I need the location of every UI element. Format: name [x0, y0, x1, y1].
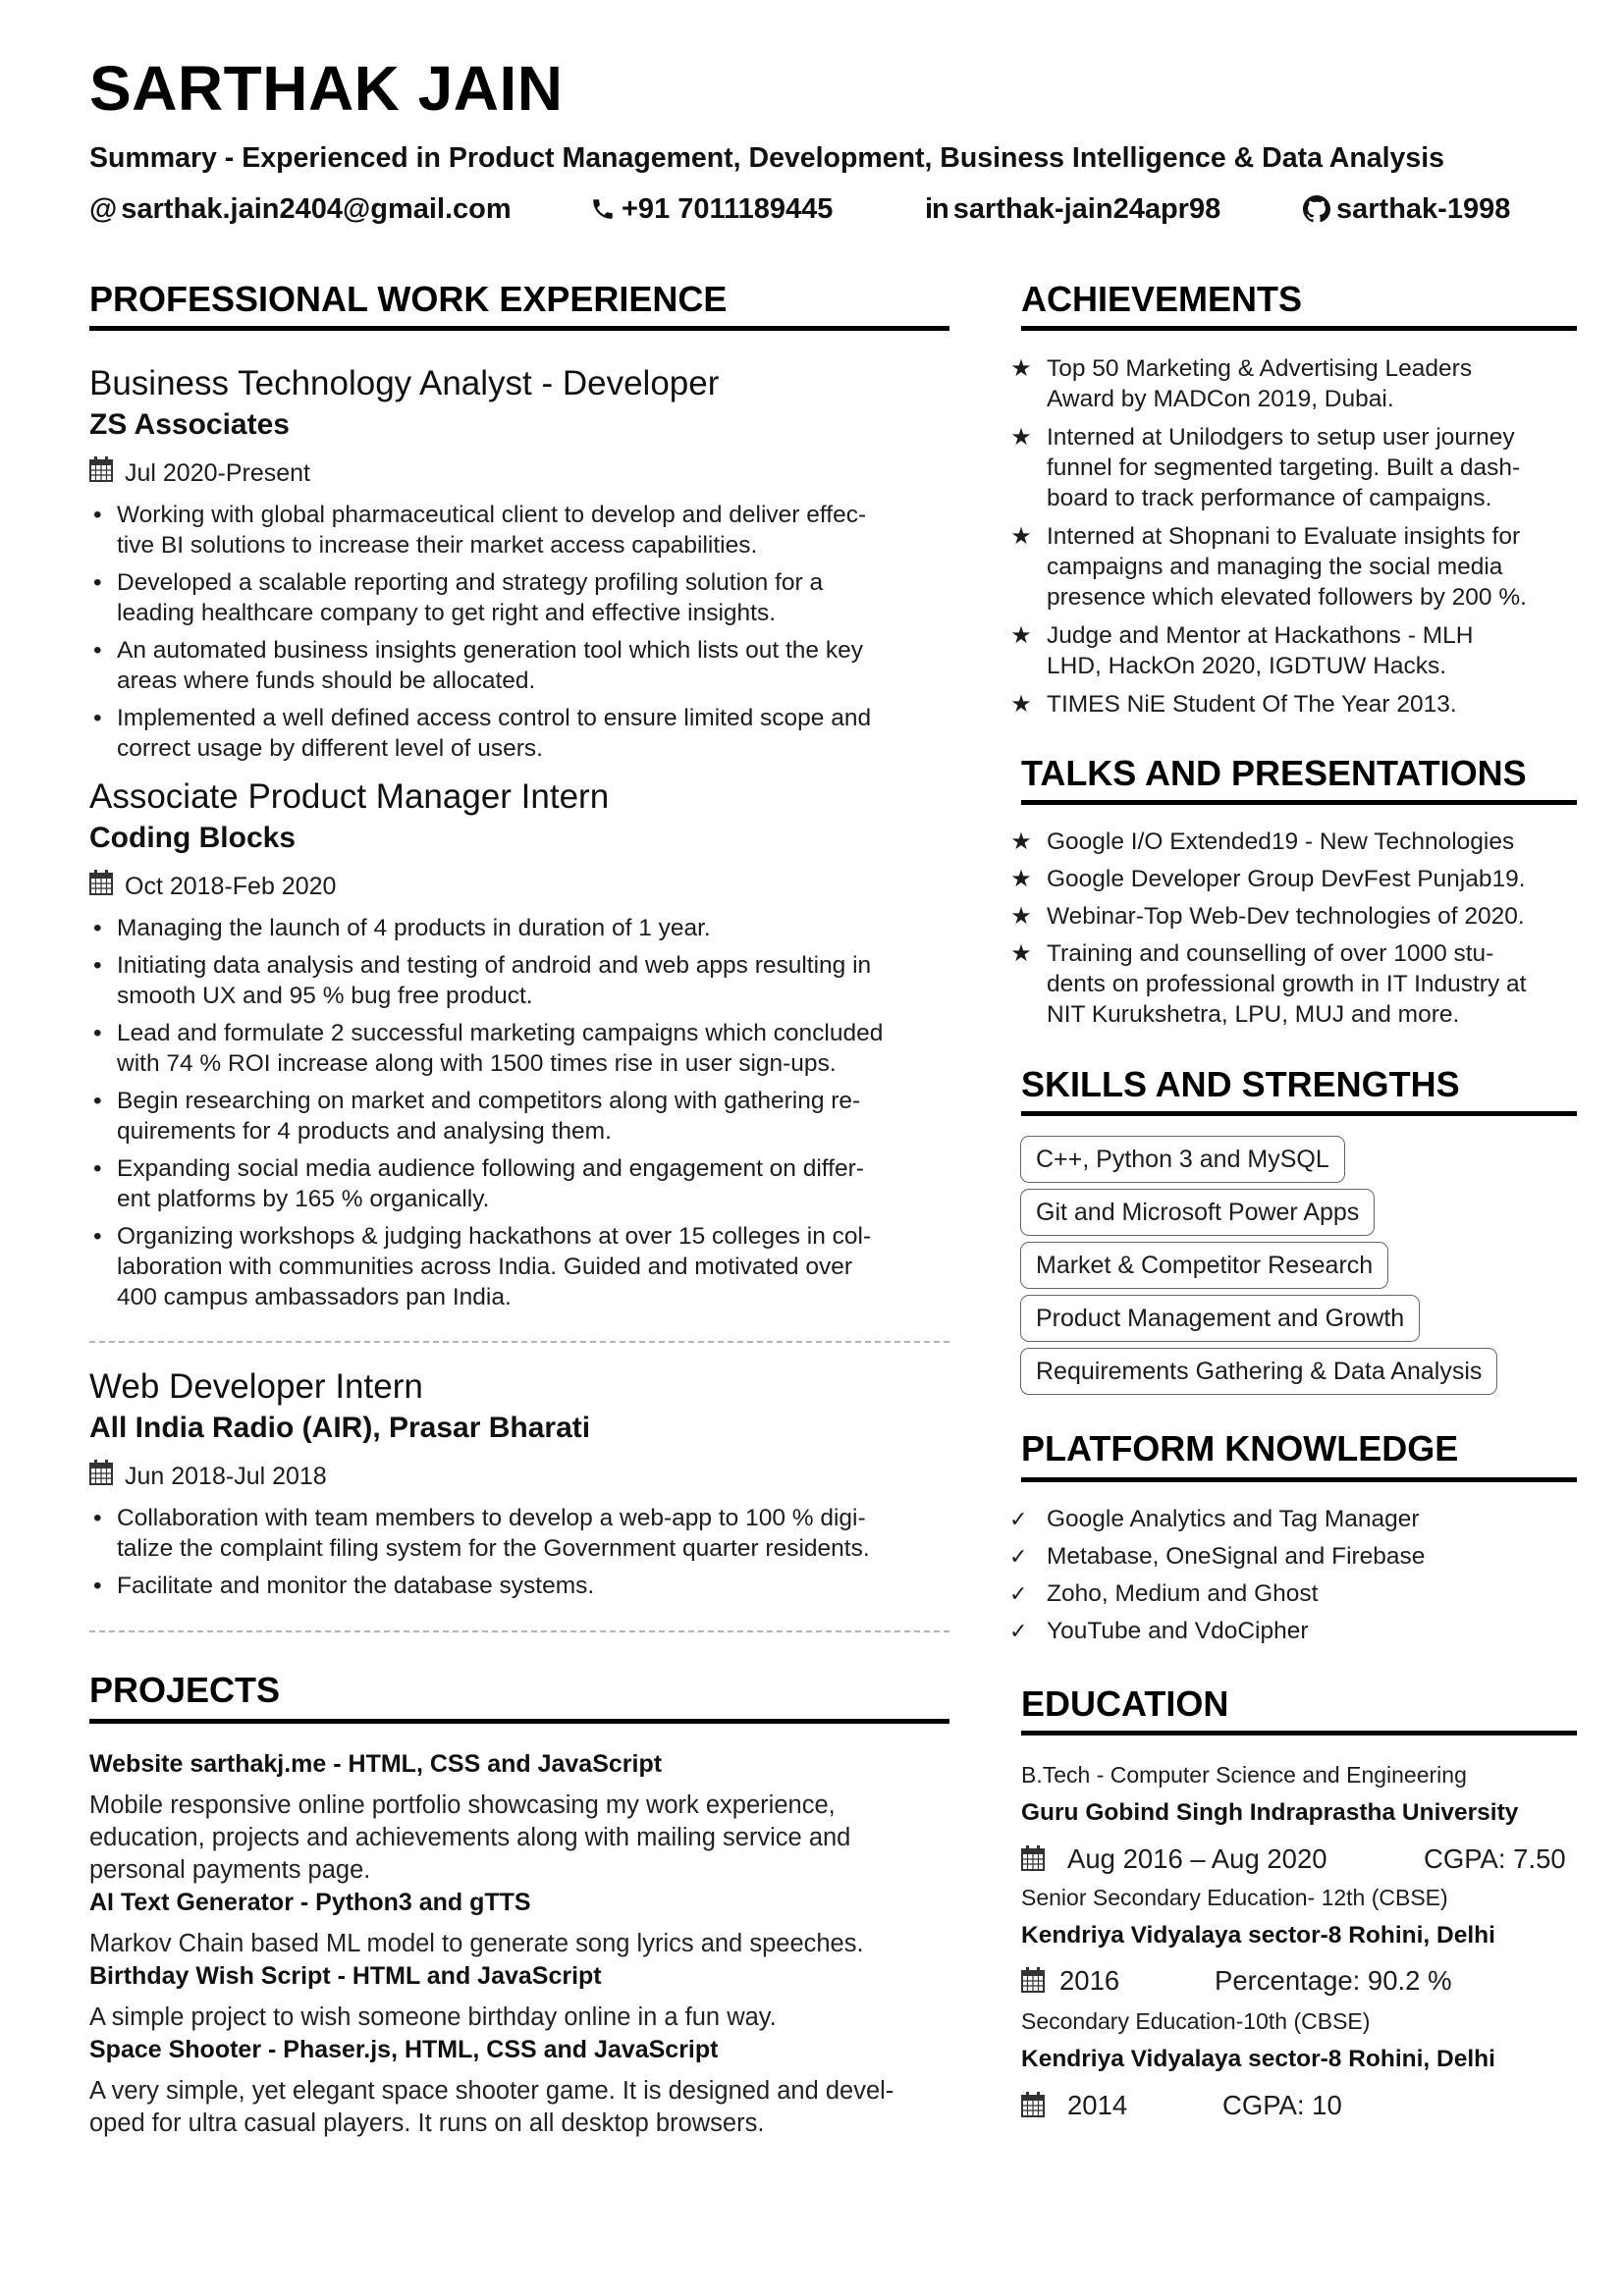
education-score: CGPA: 7.50 — [1424, 1843, 1566, 1874]
contact-phone[interactable] — [590, 189, 833, 229]
project-item — [89, 1960, 949, 2034]
calendar-icon — [1021, 1967, 1045, 2002]
achievements-item — [1007, 689, 1597, 720]
company-name: All India Radio (AIR), Prasar Bharati — [89, 1412, 591, 1444]
job-bullets — [89, 1503, 949, 1601]
talks-item — [1007, 901, 1597, 932]
achievements-item — [1007, 353, 1597, 414]
talks-text: Webinar-Top Web-Dev technologies of 2020. — [1047, 903, 1525, 930]
platform-item — [1007, 1616, 1597, 1646]
education-score: CGPA: 10 — [1222, 2090, 1342, 2120]
section-rule — [1021, 1731, 1577, 1735]
skill-pill: Product Management and Growth — [1020, 1295, 1420, 1342]
github-text: sarthak-1998 — [1336, 193, 1511, 225]
job-title: Associate Product Manager Intern — [89, 777, 610, 816]
education-date: 2016 — [1059, 1965, 1120, 1996]
bullet-icon: • — [93, 705, 102, 731]
calendar-icon — [89, 456, 125, 490]
calendar-icon — [1021, 1845, 1045, 1880]
bullet-text: Initiating data analysis and testing of android and web apps resulting in smooth UX and 95 % bug free product. — [117, 952, 872, 1009]
skill-pill: C++, Python 3 and MySQL — [1020, 1136, 1345, 1183]
achievements-text: Interned at Shopnani to Evaluate insights for campaigns and managing the social media presence which elevated followers by 200 %. — [1047, 523, 1527, 611]
bullet-item — [89, 1503, 949, 1564]
bullet-text: Managing the launch of 4 products in duration of 1 year. — [117, 915, 711, 941]
section-rule — [1021, 1111, 1577, 1116]
project-description: Mobile responsive online portfolio showcasing my work experience, education, projects and achievements along with mailing service and personal payments page. — [89, 1791, 851, 1884]
project-description: A simple project to wish someone birthday online in a fun way. — [89, 2003, 777, 2031]
talks-item — [1007, 827, 1597, 857]
calendar-icon — [89, 1460, 125, 1493]
section-rule — [1021, 1477, 1577, 1482]
linkedin-text: sarthak-jain24apr98 — [952, 193, 1221, 225]
talks-item — [1007, 938, 1597, 1030]
bullet-item — [89, 1571, 949, 1601]
phone-icon — [590, 196, 616, 222]
bullet-icon: • — [93, 1155, 102, 1182]
job-bullets — [89, 913, 949, 1312]
platform-list — [1007, 1504, 1597, 1653]
section-title-education: EDUCATION — [1021, 1683, 1229, 1724]
job-title: Business Technology Analyst - Developer — [89, 364, 720, 402]
platform-text: Metabase, OneSignal and Firebase — [1047, 1543, 1426, 1570]
job-title: Web Developer Intern — [89, 1367, 423, 1406]
bullet-icon: • — [93, 915, 102, 941]
bullet-icon: • — [93, 569, 102, 596]
section-title-talks: TALKS AND PRESENTATIONS — [1021, 753, 1527, 793]
achievements-text: Judge and Mentor at Hackathons - MLH LHD, HackOn 2020, IGDTUW Hacks. — [1047, 622, 1474, 679]
job-date-row — [89, 456, 949, 490]
section-title-work: PROFESSIONAL WORK EXPERIENCE — [89, 279, 728, 319]
achievements-text: Top 50 Marketing & Advertising Leaders Award by MADCon 2019, Dubai. — [1047, 355, 1473, 412]
contact-github[interactable] — [1303, 189, 1510, 229]
job-date-row — [89, 870, 949, 903]
star-icon: ★ — [1010, 691, 1032, 718]
bullet-item — [89, 913, 949, 943]
platform-text: Zoho, Medium and Ghost — [1047, 1580, 1319, 1607]
star-icon: ★ — [1010, 523, 1032, 550]
bullet-text: Facilitate and monitor the database systems. — [117, 1573, 595, 1599]
phone-text: +91 7011189445 — [622, 193, 834, 225]
job-entry — [89, 775, 949, 1319]
job-date: Jul 2020-Present — [125, 458, 311, 487]
section-title-achievements: ACHIEVEMENTS — [1021, 279, 1303, 319]
skill-pill: Git and Microsoft Power Apps — [1020, 1189, 1375, 1236]
company-name: ZS Associates — [89, 408, 290, 441]
talks-list — [1007, 827, 1597, 1037]
job-date-row — [89, 1460, 949, 1493]
education-degree: B.Tech - Computer Science and Engineering — [1021, 1762, 1467, 1788]
achievements-item — [1007, 422, 1597, 513]
dashed-divider — [89, 1630, 949, 1632]
bullet-icon: • — [93, 1088, 102, 1114]
section-title-platform: PLATFORM KNOWLEDGE — [1021, 1428, 1459, 1468]
bullet-item — [89, 1086, 949, 1147]
check-icon: ✓ — [1009, 1544, 1028, 1569]
section-rule — [1021, 326, 1577, 331]
job-entry — [89, 1365, 949, 1608]
company-name: Coding Blocks — [89, 822, 297, 854]
talks-item — [1007, 864, 1597, 894]
bullet-text: Working with global pharmaceutical client to develop and deliver effec- tive BI solutions to increase their market access capabilities. — [117, 502, 867, 559]
bullet-item — [89, 1221, 949, 1312]
bullet-item — [89, 567, 949, 628]
at-icon: @ — [89, 193, 118, 225]
talks-text: Google I/O Extended19 - New Technologies — [1047, 828, 1515, 855]
platform-text: Google Analytics and Tag Manager — [1047, 1506, 1420, 1532]
job-date: Oct 2018-Feb 2020 — [125, 872, 337, 900]
education-school: Guru Gobind Singh Indraprastha University — [1021, 1799, 1519, 1826]
bullet-icon: • — [93, 952, 102, 979]
project-item — [89, 1748, 949, 1887]
education-school: Kendriya Vidyalaya sector-8 Rohini, Delhi — [1021, 2046, 1495, 2072]
project-title: Birthday Wish Script - HTML and JavaScript — [89, 1962, 602, 1990]
achievements-text: TIMES NiE Student Of The Year 2013. — [1047, 691, 1457, 718]
bullet-item — [89, 950, 949, 1011]
contact-email[interactable] — [89, 189, 512, 229]
education-degree: Senior Secondary Education- 12th (CBSE) — [1021, 1885, 1448, 1910]
project-item — [89, 1887, 949, 1960]
platform-item — [1007, 1504, 1597, 1534]
education-degree: Secondary Education-10th (CBSE) — [1021, 2008, 1371, 2034]
achievements-item — [1007, 521, 1597, 613]
github-icon — [1303, 195, 1330, 223]
star-icon: ★ — [1010, 424, 1032, 451]
email-text: sarthak.jain2404@gmail.com — [121, 193, 512, 225]
star-icon: ★ — [1010, 622, 1032, 649]
section-rule — [1021, 800, 1577, 805]
skill-pill: Market & Competitor Research — [1020, 1242, 1388, 1289]
bullet-text: Lead and formulate 2 successful marketing campaigns which concluded with 74 % ROI increase along with 1500 times rise in user sign-ups. — [117, 1020, 884, 1077]
candidate-name: SARTHAK JAIN — [89, 53, 564, 124]
section-title-projects: PROJECTS — [89, 1670, 281, 1710]
bullet-icon: • — [93, 637, 102, 664]
star-icon: ★ — [1010, 940, 1032, 967]
bullet-item — [89, 500, 949, 561]
platform-text: YouTube and VdoCipher — [1047, 1618, 1309, 1644]
bullet-item — [89, 703, 949, 764]
bullet-text: Begin researching on market and competitors along with gathering re- quirements for 4 products and analysing them. — [117, 1088, 861, 1145]
job-date: Jun 2018-Jul 2018 — [125, 1462, 327, 1490]
bullet-icon: • — [93, 502, 102, 528]
project-description: A very simple, yet elegant space shooter game. It is designed and devel- oped for ultra casual players. It runs on all desktop browsers. — [89, 2077, 894, 2137]
bullet-text: Developed a scalable reporting and strategy profiling solution for a leading healthcare company to get right and effective insights. — [117, 569, 824, 626]
talks-text: Training and counselling of over 1000 stu- dents on professional growth in IT Industry at NIT Kurukshetra, LPU, MUJ and more. — [1047, 940, 1527, 1028]
linkedin-icon: in — [925, 193, 948, 225]
achievements-item — [1007, 620, 1597, 681]
bullet-item — [89, 1018, 949, 1079]
calendar-icon — [89, 870, 125, 903]
contact-linkedin[interactable] — [925, 189, 1220, 229]
project-title: Website sarthakj.me - HTML, CSS and JavaScript — [89, 1750, 663, 1778]
education-date: 2014 — [1067, 2090, 1128, 2120]
section-rule — [89, 326, 949, 331]
bullet-icon: • — [93, 1020, 102, 1046]
bullet-icon: • — [93, 1223, 102, 1250]
projects-list — [89, 1748, 949, 2140]
bullet-text: Organizing workshops & judging hackathons at over 15 colleges in col- laboration with communities across India. Guided and motivated over 400 campus ambassadors pan India. — [117, 1223, 872, 1310]
bullet-item — [89, 1153, 949, 1214]
bullet-text: Implemented a well defined access control to ensure limited scope and correct usage by different level of users. — [117, 705, 872, 762]
bullet-text: Expanding social media audience following and engagement on differ- ent platforms by 165 % organically. — [117, 1155, 864, 1212]
achievements-text: Interned at Unilodgers to setup user journey funnel for segmented targeting. Built a dash- board to track performance of campaigns. — [1047, 424, 1521, 511]
job-bullets — [89, 500, 949, 764]
section-rule — [89, 1719, 949, 1724]
bullet-item — [89, 635, 949, 696]
bullet-text: Collaboration with team members to develop a web-app to 100 % digi- talize the complaint filing system for the Government quarter residents. — [117, 1505, 870, 1562]
bullet-icon: • — [93, 1505, 102, 1531]
dashed-divider — [89, 1341, 949, 1343]
project-item — [89, 2034, 949, 2140]
check-icon: ✓ — [1009, 1507, 1028, 1531]
star-icon: ★ — [1010, 355, 1032, 382]
star-icon: ★ — [1010, 866, 1032, 892]
talks-text: Google Developer Group DevFest Punjab19. — [1047, 866, 1526, 892]
education-date: Aug 2016 – Aug 2020 — [1067, 1843, 1327, 1874]
bullet-icon: • — [93, 1573, 102, 1599]
platform-item — [1007, 1578, 1597, 1609]
education-school: Kendriya Vidyalaya sector-8 Rohini, Delhi — [1021, 1922, 1495, 1949]
education-score: Percentage: 90.2 % — [1215, 1965, 1452, 1996]
project-title: Space Shooter - Phaser.js, HTML, CSS and JavaScript — [89, 2036, 719, 2063]
section-title-skills: SKILLS AND STRENGTHS — [1021, 1064, 1460, 1104]
skill-pill: Requirements Gathering & Data Analysis — [1020, 1348, 1497, 1395]
check-icon: ✓ — [1009, 1619, 1028, 1643]
job-entry — [89, 362, 949, 771]
project-title: AI Text Generator - Python3 and gTTS — [89, 1889, 531, 1916]
calendar-icon — [1021, 2092, 1045, 2126]
check-icon: ✓ — [1009, 1581, 1028, 1606]
project-description: Markov Chain based ML model to generate song lyrics and speeches. — [89, 1930, 864, 1957]
platform-item — [1007, 1541, 1597, 1572]
achievements-list — [1007, 353, 1597, 727]
bullet-text: An automated business insights generation tool which lists out the key areas where funds should be allocated. — [117, 637, 863, 694]
star-icon: ★ — [1010, 903, 1032, 930]
summary: Summary - Experienced in Product Management, Development, Business Intelligence & Data Analysis — [89, 142, 1445, 174]
star-icon: ★ — [1010, 828, 1032, 855]
